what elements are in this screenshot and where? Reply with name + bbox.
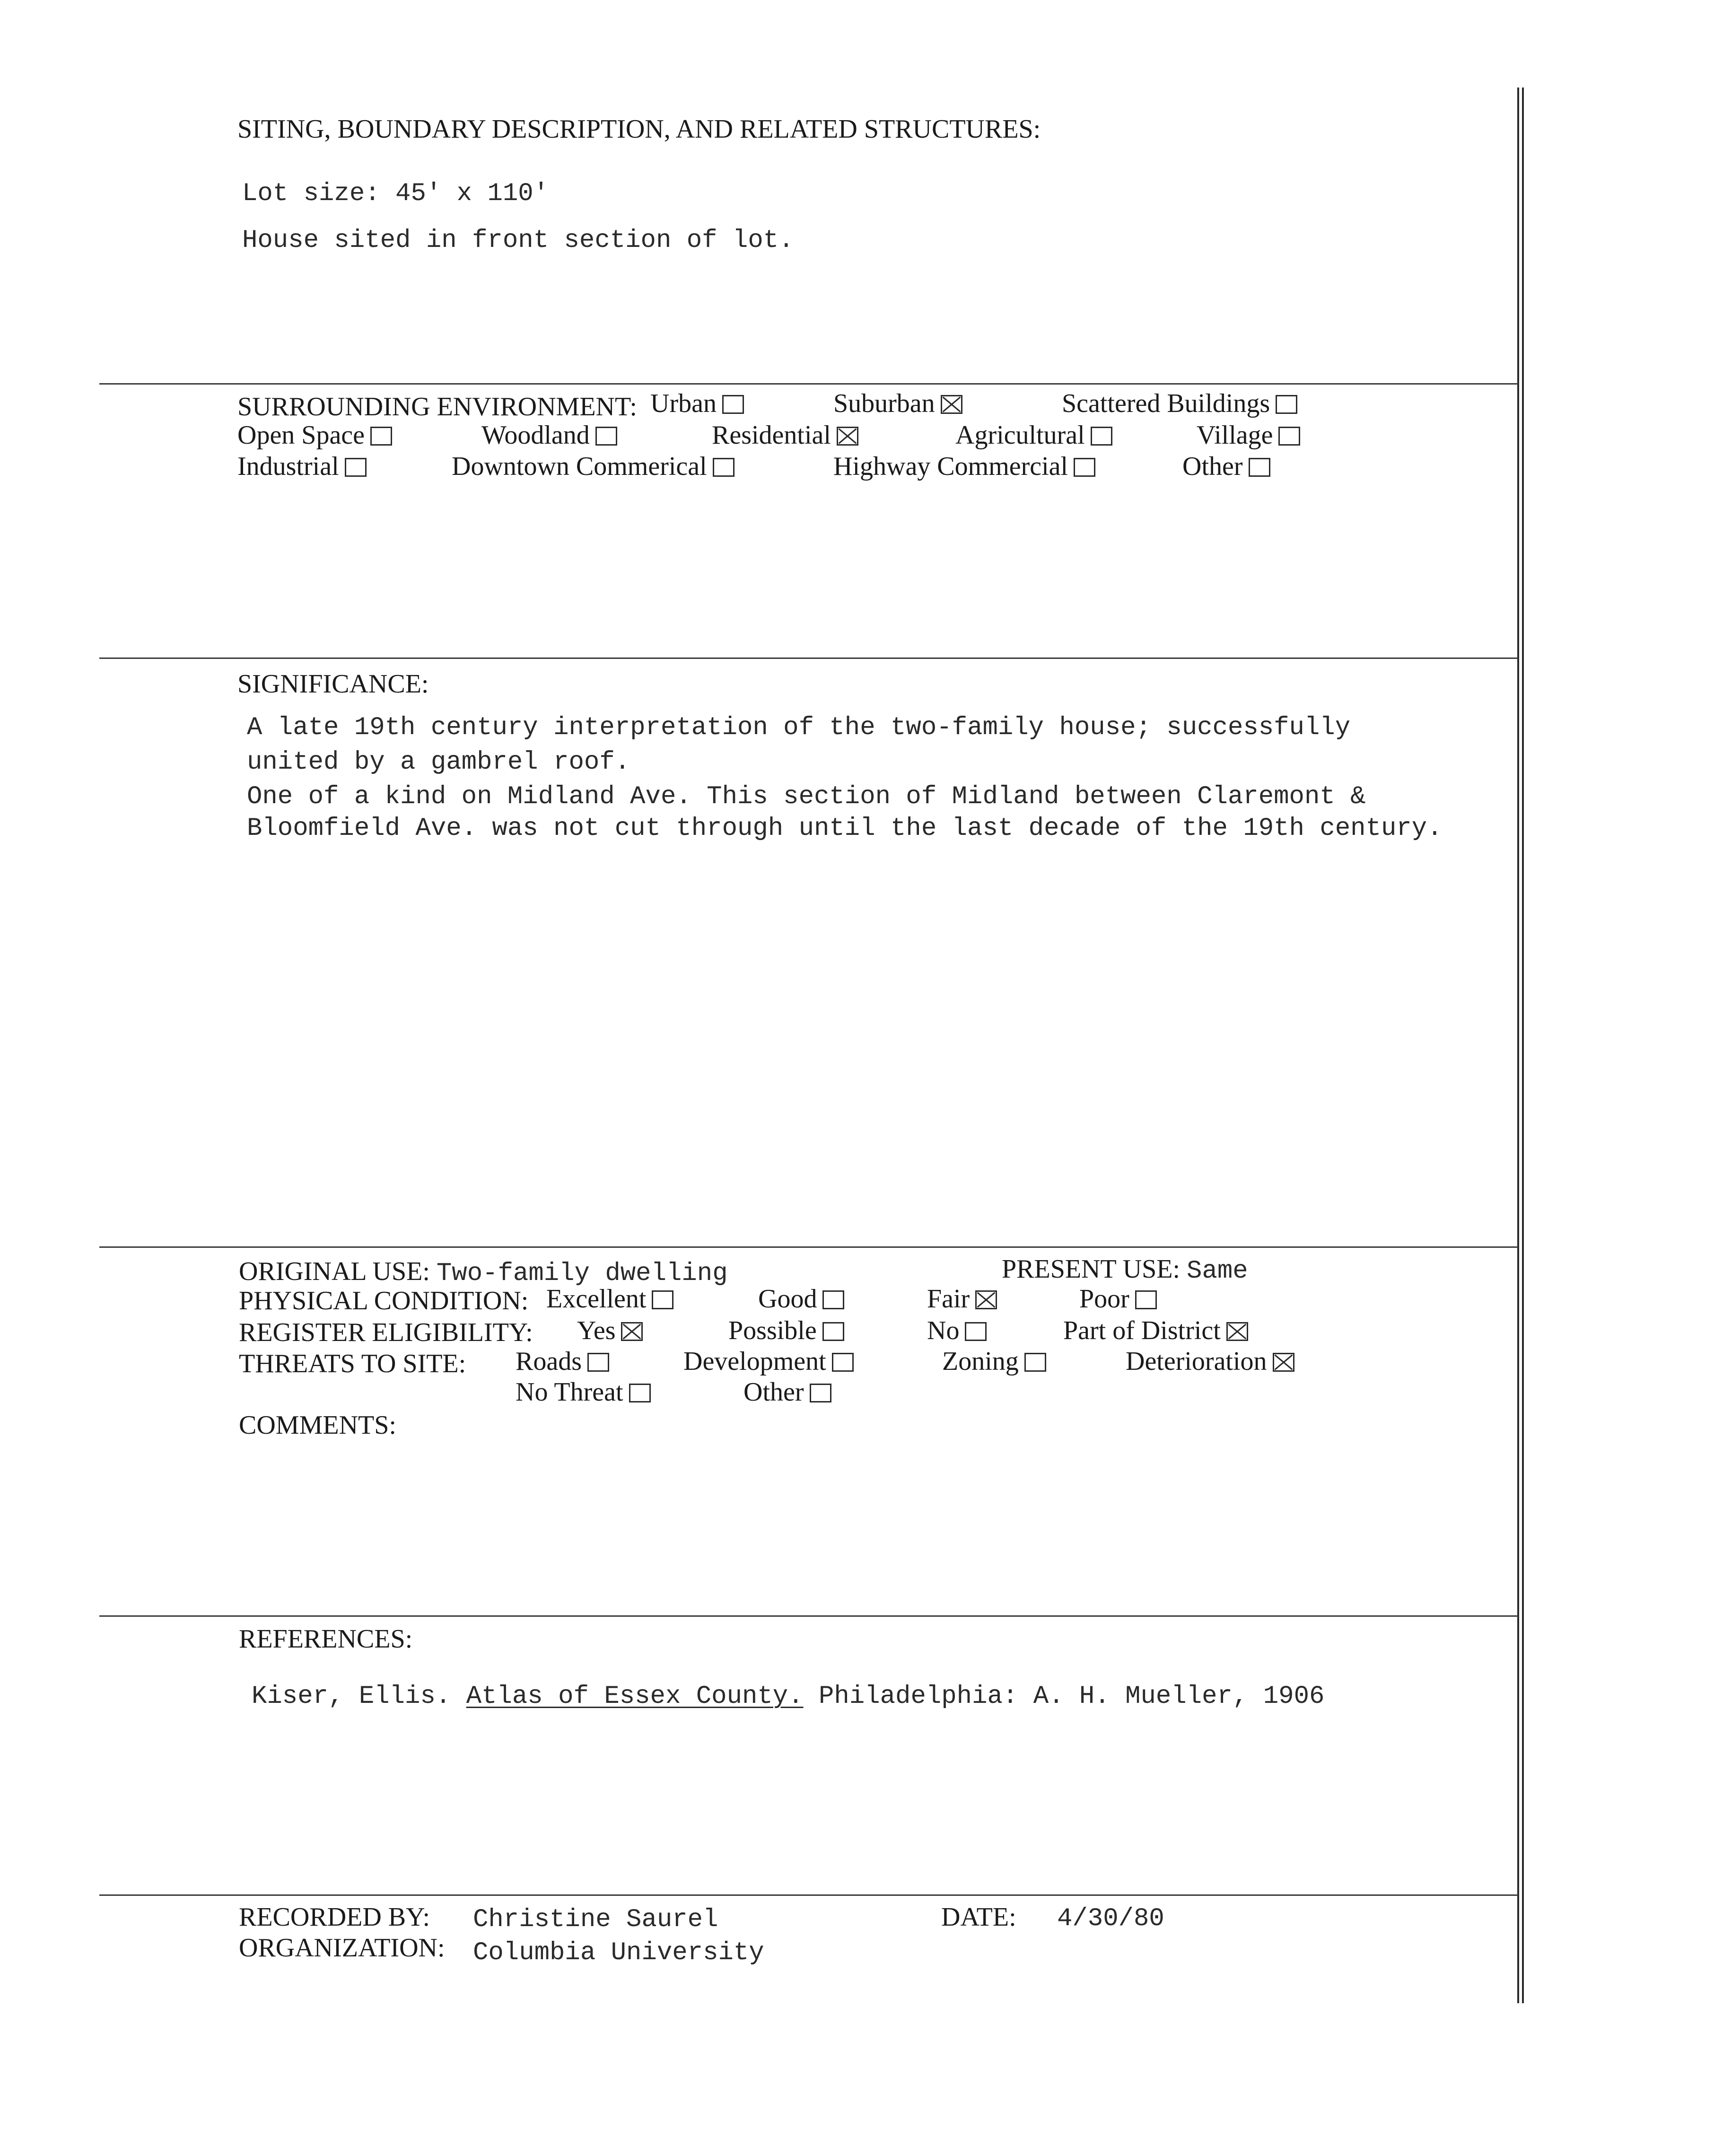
poor-checkbox[interactable] (1135, 1290, 1157, 1309)
deterioration-checkbox[interactable] (1273, 1353, 1294, 1372)
env-option-scattered: Scattered Buildings (1062, 390, 1297, 417)
agricultural-checkbox[interactable] (1091, 427, 1112, 446)
physical-condition-label: PHYSICAL CONDITION: (239, 1286, 529, 1315)
register-option-possible: Possible (728, 1317, 844, 1344)
present-use-label: PRESENT USE: (1002, 1254, 1181, 1284)
condition-option-poor: Poor (1079, 1286, 1157, 1312)
significance-line: A late 19th century interpretation of the two-family house; successfully (247, 713, 1351, 742)
env-option-urban: Urban (650, 390, 744, 417)
original-use-value: Two-family dwelling (436, 1259, 728, 1288)
reference-entry (252, 1684, 1324, 1709)
woodland-checkbox[interactable] (595, 427, 617, 446)
yes-checkbox[interactable] (621, 1322, 643, 1341)
env-option-industrial: Industrial (237, 453, 367, 480)
industrial-checkbox[interactable] (345, 458, 367, 477)
village-checkbox[interactable] (1278, 427, 1300, 446)
suburban-checkbox[interactable] (941, 395, 962, 414)
recorded-by-label: RECORDED BY: (239, 1902, 430, 1932)
good-checkbox[interactable] (822, 1290, 844, 1309)
excellent-checkbox[interactable] (652, 1290, 673, 1309)
section-divider (99, 1615, 1518, 1617)
date-value: 4/30/80 (1057, 1904, 1164, 1933)
env-option-woodland: Woodland (481, 422, 617, 448)
section-divider (99, 1894, 1518, 1896)
present-use-value: Same (1187, 1257, 1248, 1286)
original-use-row (239, 1258, 728, 1287)
urban-checkbox[interactable] (722, 395, 744, 414)
part-of-district-checkbox[interactable] (1226, 1322, 1248, 1341)
threat-option-deterioration: Deterioration (1126, 1348, 1294, 1375)
lot-size-text: Lot size: 45' x 110' (242, 179, 549, 208)
zoning-checkbox[interactable] (1024, 1353, 1046, 1372)
condition-option-fair: Fair (927, 1286, 997, 1312)
section-divider (99, 383, 1518, 385)
env-option-suburban: Suburban (833, 390, 962, 417)
residential-checkbox[interactable] (837, 427, 858, 446)
no-checkbox[interactable] (965, 1322, 987, 1341)
original-use-label: ORIGINAL USE: (239, 1257, 430, 1286)
organization-label: ORGANIZATION: (239, 1933, 445, 1963)
development-checkbox[interactable] (832, 1353, 854, 1372)
threat-option-development: Development (683, 1348, 854, 1375)
siting-placement-text: House sited in front section of lot. (242, 226, 794, 255)
env-option-open-space: Open Space (237, 422, 392, 448)
no-threat-checkbox[interactable] (629, 1384, 651, 1402)
environment-heading: SURROUNDING ENVIRONMENT: (237, 392, 637, 421)
register-option-no: No (927, 1317, 987, 1344)
env-option-agricultural: Agricultural (955, 422, 1112, 448)
possible-checkbox[interactable] (822, 1322, 844, 1341)
threat-option-other: Other (743, 1379, 831, 1405)
highway-commercial-checkbox[interactable] (1074, 458, 1095, 477)
env-option-other: Other (1182, 453, 1270, 480)
threat-option-roads: Roads (516, 1348, 609, 1375)
env-option-downtown: Downtown Commerical (452, 453, 735, 480)
significance-line: One of a kind on Midland Ave. This section of Midland between Claremont & (247, 782, 1366, 811)
date-label: DATE: (941, 1902, 1016, 1932)
register-option-district: Part of District (1063, 1317, 1248, 1344)
present-use-row (1002, 1256, 1248, 1284)
threats-label: THREATS TO SITE: (239, 1349, 466, 1378)
other-environment-checkbox[interactable] (1249, 458, 1270, 477)
env-option-highway: Highway Commercial (833, 453, 1095, 480)
condition-option-good: Good (758, 1286, 844, 1312)
reference-publisher: Philadelphia: A. H. Mueller, 1906 (819, 1682, 1325, 1711)
register-option-yes: Yes (577, 1317, 643, 1344)
threat-option-zoning: Zoning (942, 1348, 1046, 1375)
section-divider (99, 657, 1518, 659)
siting-heading: SITING, BOUNDARY DESCRIPTION, AND RELATED STRUCTURES: (237, 114, 1041, 144)
organization-value: Columbia University (473, 1938, 764, 1967)
fair-checkbox[interactable] (975, 1290, 997, 1309)
reference-author: Kiser, Ellis. (252, 1682, 451, 1711)
comments-label: COMMENTS: (239, 1411, 396, 1440)
right-border-line-inner (1522, 88, 1524, 2003)
references-heading: REFERENCES: (239, 1624, 413, 1654)
downtown-commercial-checkbox[interactable] (713, 458, 735, 477)
scattered-buildings-checkbox[interactable] (1276, 395, 1297, 414)
condition-option-excellent: Excellent (546, 1286, 673, 1312)
significance-line: Bloomfield Ave. was not cut through until the last decade of the 19th century. (247, 814, 1443, 843)
env-option-village: Village (1197, 422, 1300, 448)
threat-option-no-threat: No Threat (516, 1379, 651, 1405)
significance-heading: SIGNIFICANCE: (237, 669, 429, 699)
env-option-residential: Residential (712, 422, 858, 448)
section-divider (99, 1246, 1518, 1248)
recorded-by-value: Christine Saurel (473, 1905, 718, 1934)
other-threat-checkbox[interactable] (810, 1384, 831, 1402)
reference-title: Atlas of Essex County. (466, 1682, 804, 1711)
right-border-line (1517, 88, 1519, 2003)
significance-line: united by a gambrel roof. (247, 748, 630, 777)
open-space-checkbox[interactable] (370, 427, 392, 446)
register-eligibility-label: REGISTER ELIGIBILITY: (239, 1318, 533, 1347)
roads-checkbox[interactable] (587, 1353, 609, 1372)
